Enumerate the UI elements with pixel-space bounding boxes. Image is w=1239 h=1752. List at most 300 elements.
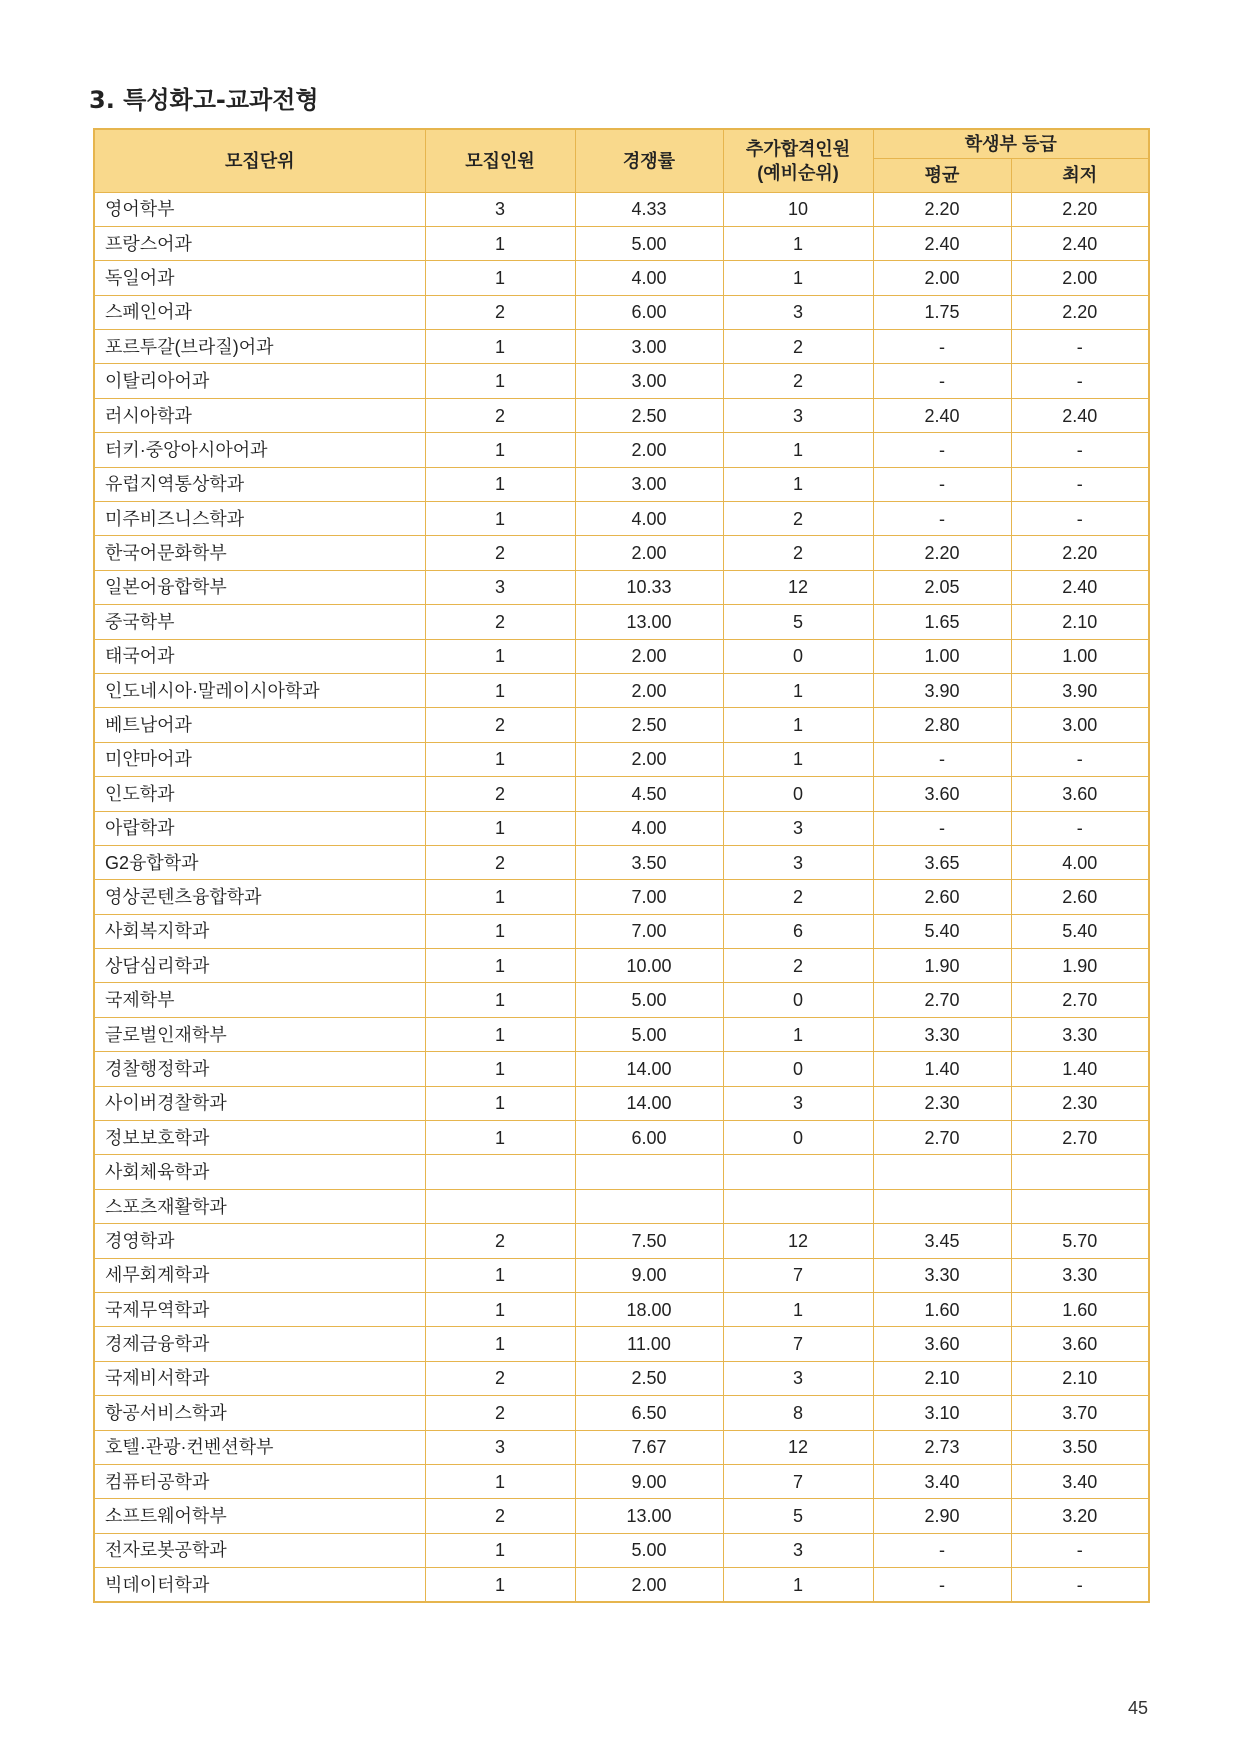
- unit-cell: 스페인어과: [94, 295, 425, 329]
- additional-admission-cell: 3: [723, 811, 873, 845]
- grade-minimum-cell: 2.30: [1011, 1086, 1149, 1120]
- quota-cell: 3: [425, 192, 575, 226]
- grade-average-cell: 3.90: [873, 673, 1011, 707]
- unit-cell: 국제비서학과: [94, 1361, 425, 1395]
- competition-ratio-cell: 13.00: [575, 605, 723, 639]
- unit-cell: 소프트웨어학부: [94, 1499, 425, 1533]
- competition-ratio-cell: 6.00: [575, 1121, 723, 1155]
- quota-cell: 2: [425, 845, 575, 879]
- quota-cell: 1: [425, 433, 575, 467]
- additional-admission-cell: 0: [723, 1121, 873, 1155]
- table-row: [94, 1258, 1149, 1292]
- grade-average-cell: 1.75: [873, 295, 1011, 329]
- table-row: [94, 295, 1149, 329]
- grade-minimum-cell: 3.60: [1011, 1327, 1149, 1361]
- quota-cell: [425, 1155, 575, 1189]
- page-title: 3. 특성화고-교과전형: [89, 86, 319, 114]
- competition-ratio-cell: [575, 1155, 723, 1189]
- additional-admission-cell: 7: [723, 1327, 873, 1361]
- quota-cell: 3: [425, 570, 575, 604]
- table-row: [94, 536, 1149, 570]
- unit-cell: 호텔·관광·컨벤션학부: [94, 1430, 425, 1464]
- quota-cell: 1: [425, 983, 575, 1017]
- header-row: [94, 129, 1149, 158]
- unit-cell: 사회복지학과: [94, 914, 425, 948]
- table-row: [94, 1533, 1149, 1567]
- grade-average-cell: 2.60: [873, 880, 1011, 914]
- quota-cell: 2: [425, 536, 575, 570]
- additional-admission-cell: 3: [723, 398, 873, 432]
- additional-admission-cell: 3: [723, 1533, 873, 1567]
- grade-average-cell: -: [873, 364, 1011, 398]
- grade-minimum-cell: 2.20: [1011, 536, 1149, 570]
- table-row: [94, 811, 1149, 845]
- table-row: [94, 914, 1149, 948]
- additional-admission-cell: 12: [723, 1224, 873, 1258]
- table-row: [94, 605, 1149, 639]
- additional-admission-cell: 2: [723, 330, 873, 364]
- grade-average-cell: 2.40: [873, 398, 1011, 432]
- competition-ratio-cell: 2.00: [575, 536, 723, 570]
- unit-cell: 국제학부: [94, 983, 425, 1017]
- additional-admission-cell: 2: [723, 502, 873, 536]
- unit-cell: 영상콘텐츠융합학과: [94, 880, 425, 914]
- table-row: [94, 398, 1149, 432]
- unit-cell: 경찰행정학과: [94, 1052, 425, 1086]
- grade-minimum-cell: 3.50: [1011, 1430, 1149, 1464]
- grade-minimum-cell: -: [1011, 811, 1149, 845]
- grade-average-cell: 2.20: [873, 536, 1011, 570]
- table-row: [94, 226, 1149, 260]
- grade-average-cell: 2.80: [873, 708, 1011, 742]
- unit-cell: 인도네시아·말레이시아학과: [94, 673, 425, 707]
- additional-admission-cell: 1: [723, 673, 873, 707]
- unit-cell: 국제무역학과: [94, 1293, 425, 1327]
- competition-ratio-cell: 4.00: [575, 502, 723, 536]
- competition-ratio-cell: 6.50: [575, 1396, 723, 1430]
- header-additional-admission-label: 추가합격인원: [745, 138, 851, 159]
- quota-cell: [425, 1189, 575, 1223]
- unit-cell: 일본어융합학부: [94, 570, 425, 604]
- grade-average-cell: -: [873, 742, 1011, 776]
- header-unit: 모집단위: [94, 129, 425, 192]
- additional-admission-cell: 0: [723, 983, 873, 1017]
- additional-admission-cell: 1: [723, 1017, 873, 1051]
- grade-minimum-cell: 1.00: [1011, 639, 1149, 673]
- unit-cell: 스포츠재활학과: [94, 1189, 425, 1223]
- additional-admission-cell: 5: [723, 1499, 873, 1533]
- header-student-record-grade: 학생부 등급: [873, 129, 1149, 158]
- competition-ratio-cell: 7.00: [575, 880, 723, 914]
- quota-cell: 1: [425, 1052, 575, 1086]
- table-row: [94, 364, 1149, 398]
- quota-cell: 3: [425, 1430, 575, 1464]
- grade-minimum-cell: 2.20: [1011, 192, 1149, 226]
- competition-ratio-cell: 6.00: [575, 295, 723, 329]
- competition-ratio-cell: 2.00: [575, 742, 723, 776]
- table-row: [94, 880, 1149, 914]
- quota-cell: 2: [425, 777, 575, 811]
- competition-ratio-cell: 4.00: [575, 811, 723, 845]
- table-row: [94, 261, 1149, 295]
- table-row: [94, 639, 1149, 673]
- table-body: [94, 192, 1149, 1602]
- additional-admission-cell: 2: [723, 364, 873, 398]
- grade-average-cell: [873, 1155, 1011, 1189]
- additional-admission-cell: 2: [723, 880, 873, 914]
- quota-cell: 1: [425, 1568, 575, 1602]
- competition-ratio-cell: 2.50: [575, 398, 723, 432]
- competition-ratio-cell: 14.00: [575, 1086, 723, 1120]
- unit-cell: 글로벌인재학부: [94, 1017, 425, 1051]
- competition-ratio-cell: 10.00: [575, 949, 723, 983]
- quota-cell: 2: [425, 398, 575, 432]
- grade-average-cell: 2.30: [873, 1086, 1011, 1120]
- grade-minimum-cell: -: [1011, 502, 1149, 536]
- grade-minimum-cell: 3.90: [1011, 673, 1149, 707]
- grade-minimum-cell: 2.20: [1011, 295, 1149, 329]
- grade-minimum-cell: 5.70: [1011, 1224, 1149, 1258]
- unit-cell: 인도학과: [94, 777, 425, 811]
- unit-cell: 포르투갈(브라질)어과: [94, 330, 425, 364]
- table-row: [94, 1396, 1149, 1430]
- competition-ratio-cell: 2.00: [575, 673, 723, 707]
- grade-average-cell: 2.40: [873, 226, 1011, 260]
- table-row: [94, 467, 1149, 501]
- competition-ratio-cell: 13.00: [575, 1499, 723, 1533]
- quota-cell: 1: [425, 364, 575, 398]
- unit-cell: 프랑스어과: [94, 226, 425, 260]
- grade-average-cell: 2.20: [873, 192, 1011, 226]
- grade-minimum-cell: 2.40: [1011, 570, 1149, 604]
- grade-average-cell: 3.65: [873, 845, 1011, 879]
- additional-admission-cell: 8: [723, 1396, 873, 1430]
- grade-minimum-cell: 2.40: [1011, 398, 1149, 432]
- competition-ratio-cell: 9.00: [575, 1258, 723, 1292]
- grade-minimum-cell: 2.10: [1011, 1361, 1149, 1395]
- grade-minimum-cell: [1011, 1189, 1149, 1223]
- quota-cell: 1: [425, 880, 575, 914]
- quota-cell: 1: [425, 1258, 575, 1292]
- unit-cell: 전자로봇공학과: [94, 1533, 425, 1567]
- quota-cell: 1: [425, 1327, 575, 1361]
- competition-ratio-cell: 2.50: [575, 1361, 723, 1395]
- table-row: [94, 742, 1149, 776]
- grade-minimum-cell: 1.90: [1011, 949, 1149, 983]
- table-row: [94, 1017, 1149, 1051]
- grade-minimum-cell: 2.40: [1011, 226, 1149, 260]
- header-grade-average: 평균: [873, 158, 1011, 192]
- unit-cell: 독일어과: [94, 261, 425, 295]
- quota-cell: 2: [425, 1361, 575, 1395]
- grade-average-cell: 2.90: [873, 1499, 1011, 1533]
- header-quota: 모집인원: [425, 129, 575, 192]
- unit-cell: 세무회계학과: [94, 1258, 425, 1292]
- unit-cell: 중국학부: [94, 605, 425, 639]
- unit-cell: 태국어과: [94, 639, 425, 673]
- competition-ratio-cell: [575, 1189, 723, 1223]
- table-row: [94, 433, 1149, 467]
- grade-minimum-cell: 2.60: [1011, 880, 1149, 914]
- quota-cell: 2: [425, 1499, 575, 1533]
- competition-ratio-cell: 4.00: [575, 261, 723, 295]
- additional-admission-cell: 12: [723, 570, 873, 604]
- grade-average-cell: 1.00: [873, 639, 1011, 673]
- table-row: [94, 1155, 1149, 1189]
- grade-minimum-cell: 5.40: [1011, 914, 1149, 948]
- grade-average-cell: -: [873, 1568, 1011, 1602]
- unit-cell: 유럽지역통상학과: [94, 467, 425, 501]
- grade-average-cell: 3.30: [873, 1258, 1011, 1292]
- quota-cell: 1: [425, 1464, 575, 1498]
- grade-minimum-cell: [1011, 1155, 1149, 1189]
- grade-average-cell: -: [873, 330, 1011, 364]
- grade-minimum-cell: 2.00: [1011, 261, 1149, 295]
- quota-cell: 1: [425, 261, 575, 295]
- grade-average-cell: 2.05: [873, 570, 1011, 604]
- additional-admission-cell: 1: [723, 1293, 873, 1327]
- grade-minimum-cell: 3.20: [1011, 1499, 1149, 1533]
- table-row: [94, 1224, 1149, 1258]
- table-row: [94, 330, 1149, 364]
- quota-cell: 1: [425, 330, 575, 364]
- additional-admission-cell: 1: [723, 467, 873, 501]
- competition-ratio-cell: 5.00: [575, 983, 723, 1017]
- grade-average-cell: -: [873, 811, 1011, 845]
- grade-average-cell: -: [873, 433, 1011, 467]
- grade-average-cell: 1.40: [873, 1052, 1011, 1086]
- grade-minimum-cell: 4.00: [1011, 845, 1149, 879]
- additional-admission-cell: 1: [723, 226, 873, 260]
- table-row: [94, 502, 1149, 536]
- competition-ratio-cell: 7.00: [575, 914, 723, 948]
- unit-cell: 사회체육학과: [94, 1155, 425, 1189]
- grade-minimum-cell: -: [1011, 1533, 1149, 1567]
- additional-admission-cell: 1: [723, 742, 873, 776]
- quota-cell: 1: [425, 467, 575, 501]
- table-row: [94, 673, 1149, 707]
- unit-cell: 상담심리학과: [94, 949, 425, 983]
- additional-admission-cell: [723, 1155, 873, 1189]
- header-additional-admission: [723, 129, 873, 192]
- quota-cell: 1: [425, 1017, 575, 1051]
- grade-minimum-cell: -: [1011, 742, 1149, 776]
- table-header: [94, 129, 1149, 192]
- grade-minimum-cell: 1.60: [1011, 1293, 1149, 1327]
- table-row: [94, 777, 1149, 811]
- competition-ratio-cell: 3.50: [575, 845, 723, 879]
- unit-cell: 경영학과: [94, 1224, 425, 1258]
- unit-cell: 컴퓨터공학과: [94, 1464, 425, 1498]
- unit-cell: 정보보호학과: [94, 1121, 425, 1155]
- grade-average-cell: 3.45: [873, 1224, 1011, 1258]
- quota-cell: 2: [425, 295, 575, 329]
- quota-cell: 1: [425, 1293, 575, 1327]
- additional-admission-cell: 7: [723, 1258, 873, 1292]
- grade-average-cell: -: [873, 467, 1011, 501]
- competition-ratio-cell: 18.00: [575, 1293, 723, 1327]
- grade-minimum-cell: -: [1011, 1568, 1149, 1602]
- additional-admission-cell: 3: [723, 1086, 873, 1120]
- additional-admission-cell: 1: [723, 433, 873, 467]
- competition-ratio-cell: 10.33: [575, 570, 723, 604]
- grade-average-cell: 1.60: [873, 1293, 1011, 1327]
- grade-average-cell: 5.40: [873, 914, 1011, 948]
- header-grade-minimum: 최저: [1011, 158, 1149, 192]
- table-row: [94, 983, 1149, 1017]
- table-row: [94, 1121, 1149, 1155]
- grade-minimum-cell: 2.70: [1011, 983, 1149, 1017]
- grade-average-cell: [873, 1189, 1011, 1223]
- grade-minimum-cell: -: [1011, 433, 1149, 467]
- additional-admission-cell: 0: [723, 777, 873, 811]
- grade-average-cell: 3.60: [873, 777, 1011, 811]
- competition-ratio-cell: 4.33: [575, 192, 723, 226]
- additional-admission-cell: 1: [723, 261, 873, 295]
- grade-minimum-cell: 3.70: [1011, 1396, 1149, 1430]
- table-row: [94, 845, 1149, 879]
- additional-admission-cell: [723, 1189, 873, 1223]
- competition-ratio-cell: 2.00: [575, 1568, 723, 1602]
- competition-ratio-cell: 4.50: [575, 777, 723, 811]
- competition-ratio-cell: 7.50: [575, 1224, 723, 1258]
- quota-cell: 1: [425, 1533, 575, 1567]
- unit-cell: 터키·중앙아시아어과: [94, 433, 425, 467]
- additional-admission-cell: 2: [723, 536, 873, 570]
- quota-cell: 2: [425, 708, 575, 742]
- additional-admission-cell: 1: [723, 1568, 873, 1602]
- additional-admission-cell: 5: [723, 605, 873, 639]
- grade-minimum-cell: 1.40: [1011, 1052, 1149, 1086]
- additional-admission-cell: 0: [723, 1052, 873, 1086]
- unit-cell: 러시아학과: [94, 398, 425, 432]
- grade-average-cell: 1.90: [873, 949, 1011, 983]
- competition-ratio-cell: 5.00: [575, 1533, 723, 1567]
- unit-cell: 항공서비스학과: [94, 1396, 425, 1430]
- grade-average-cell: 3.40: [873, 1464, 1011, 1498]
- grade-minimum-cell: 3.30: [1011, 1258, 1149, 1292]
- quota-cell: 1: [425, 914, 575, 948]
- grade-minimum-cell: -: [1011, 364, 1149, 398]
- quota-cell: 2: [425, 605, 575, 639]
- admission-results-table: [93, 128, 1150, 1603]
- table-row: [94, 1293, 1149, 1327]
- additional-admission-cell: 3: [723, 295, 873, 329]
- quota-cell: 1: [425, 949, 575, 983]
- grade-average-cell: 3.10: [873, 1396, 1011, 1430]
- quota-cell: 1: [425, 742, 575, 776]
- additional-admission-cell: 6: [723, 914, 873, 948]
- grade-minimum-cell: 3.60: [1011, 777, 1149, 811]
- additional-admission-cell: 12: [723, 1430, 873, 1464]
- grade-average-cell: 2.10: [873, 1361, 1011, 1395]
- competition-ratio-cell: 7.67: [575, 1430, 723, 1464]
- additional-admission-cell: 3: [723, 1361, 873, 1395]
- table-row: [94, 1568, 1149, 1602]
- grade-minimum-cell: 3.00: [1011, 708, 1149, 742]
- quota-cell: 1: [425, 1121, 575, 1155]
- table-row: [94, 1327, 1149, 1361]
- table-row: [94, 1464, 1149, 1498]
- unit-cell: 영어학부: [94, 192, 425, 226]
- competition-ratio-cell: 9.00: [575, 1464, 723, 1498]
- competition-ratio-cell: 3.00: [575, 364, 723, 398]
- header-additional-admission-sub: (예비순위): [757, 162, 839, 183]
- competition-ratio-cell: 2.00: [575, 639, 723, 673]
- quota-cell: 1: [425, 226, 575, 260]
- grade-average-cell: 1.65: [873, 605, 1011, 639]
- table-row: [94, 1499, 1149, 1533]
- competition-ratio-cell: 3.00: [575, 330, 723, 364]
- table-row: [94, 708, 1149, 742]
- grade-average-cell: 3.30: [873, 1017, 1011, 1051]
- grade-minimum-cell: 2.70: [1011, 1121, 1149, 1155]
- unit-cell: G2융합학과: [94, 845, 425, 879]
- grade-minimum-cell: -: [1011, 330, 1149, 364]
- quota-cell: 2: [425, 1224, 575, 1258]
- grade-average-cell: 3.60: [873, 1327, 1011, 1361]
- competition-ratio-cell: 2.50: [575, 708, 723, 742]
- additional-admission-cell: 2: [723, 949, 873, 983]
- additional-admission-cell: 1: [723, 708, 873, 742]
- grade-minimum-cell: 2.10: [1011, 605, 1149, 639]
- grade-average-cell: 2.00: [873, 261, 1011, 295]
- table-row: [94, 1086, 1149, 1120]
- quota-cell: 1: [425, 1086, 575, 1120]
- unit-cell: 베트남어과: [94, 708, 425, 742]
- grade-average-cell: 2.73: [873, 1430, 1011, 1464]
- quota-cell: 1: [425, 502, 575, 536]
- quota-cell: 1: [425, 811, 575, 845]
- additional-admission-cell: 3: [723, 845, 873, 879]
- quota-cell: 1: [425, 639, 575, 673]
- unit-cell: 미주비즈니스학과: [94, 502, 425, 536]
- unit-cell: 미얀마어과: [94, 742, 425, 776]
- grade-minimum-cell: -: [1011, 467, 1149, 501]
- grade-minimum-cell: 3.40: [1011, 1464, 1149, 1498]
- additional-admission-cell: 10: [723, 192, 873, 226]
- unit-cell: 사이버경찰학과: [94, 1086, 425, 1120]
- competition-ratio-cell: 14.00: [575, 1052, 723, 1086]
- table-row: [94, 949, 1149, 983]
- additional-admission-cell: 0: [723, 639, 873, 673]
- grade-minimum-cell: 3.30: [1011, 1017, 1149, 1051]
- competition-ratio-cell: 11.00: [575, 1327, 723, 1361]
- table-row: [94, 1361, 1149, 1395]
- header-competition-ratio: 경쟁률: [575, 129, 723, 192]
- competition-ratio-cell: 5.00: [575, 1017, 723, 1051]
- table-row: [94, 570, 1149, 604]
- quota-cell: 1: [425, 673, 575, 707]
- competition-ratio-cell: 3.00: [575, 467, 723, 501]
- quota-cell: 2: [425, 1396, 575, 1430]
- page-number: 45: [1127, 1698, 1148, 1718]
- table-row: [94, 1430, 1149, 1464]
- competition-ratio-cell: 5.00: [575, 226, 723, 260]
- table-row: [94, 1052, 1149, 1086]
- unit-cell: 한국어문화학부: [94, 536, 425, 570]
- table-row: [94, 192, 1149, 226]
- competition-ratio-cell: 2.00: [575, 433, 723, 467]
- table-row: [94, 1189, 1149, 1223]
- grade-average-cell: -: [873, 1533, 1011, 1567]
- grade-average-cell: 2.70: [873, 1121, 1011, 1155]
- unit-cell: 빅데이터학과: [94, 1568, 425, 1602]
- grade-average-cell: 2.70: [873, 983, 1011, 1017]
- unit-cell: 아랍학과: [94, 811, 425, 845]
- unit-cell: 경제금융학과: [94, 1327, 425, 1361]
- grade-average-cell: -: [873, 502, 1011, 536]
